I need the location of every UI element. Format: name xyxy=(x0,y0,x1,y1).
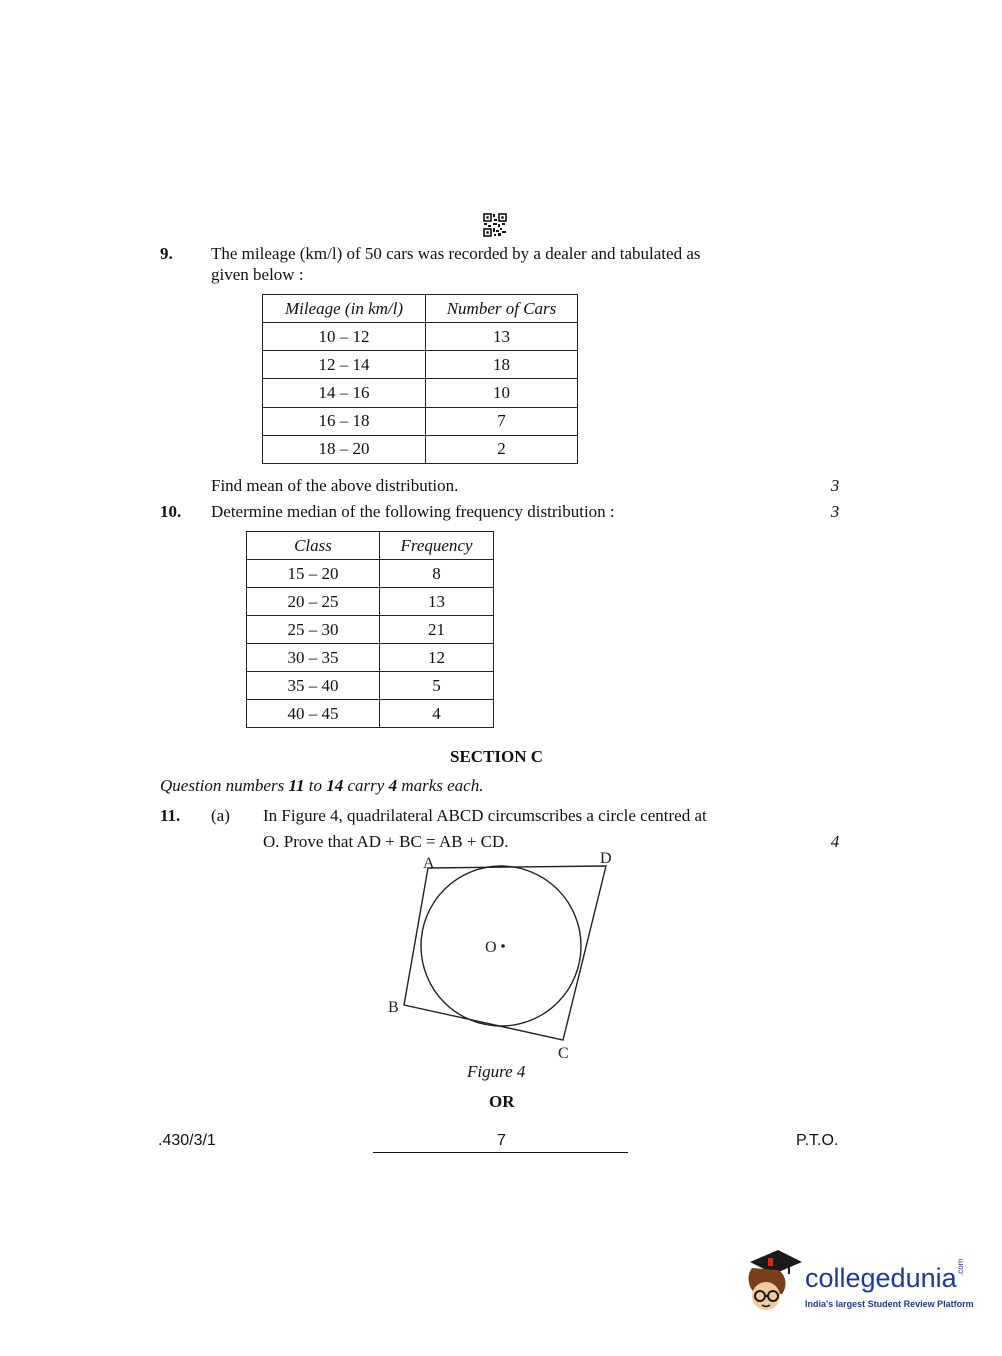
brand-name: collegedunia xyxy=(805,1263,957,1293)
frequency-table xyxy=(246,531,494,728)
table-cell: 35 – 40 xyxy=(247,672,380,700)
section-title: SECTION C xyxy=(450,747,544,766)
table-cell: 4 xyxy=(380,700,494,728)
table-cell: 12 xyxy=(380,644,494,672)
table-cell: 30 – 35 xyxy=(247,644,380,672)
mileage-table xyxy=(262,294,578,464)
question-text: Find mean of the above distribution. xyxy=(211,476,459,495)
inscribed-circle xyxy=(421,866,581,1026)
brand-com: .com xyxy=(956,1258,965,1276)
center-point xyxy=(501,944,505,948)
table-cell: 20 – 25 xyxy=(247,588,380,616)
section-note-text: Question numbers xyxy=(160,776,289,795)
table-row xyxy=(247,672,494,700)
paper-code: .430/3/1 xyxy=(158,1132,216,1149)
question-number: 11. xyxy=(160,806,181,825)
marks: 3 xyxy=(830,476,840,495)
table-row xyxy=(263,379,578,407)
question-number: 9. xyxy=(160,244,173,263)
figure-caption: Figure 4 xyxy=(467,1062,526,1081)
section-note-number: 14 xyxy=(326,776,344,795)
question-part: (a) xyxy=(211,806,230,825)
table-cell: 10 – 12 xyxy=(263,323,426,351)
question-text: O. Prove that AD + BC = AB + CD. xyxy=(263,832,509,851)
table-cell: 2 xyxy=(426,435,578,463)
vertex-label-a: A xyxy=(423,855,435,872)
table-row xyxy=(247,616,494,644)
table-row xyxy=(247,588,494,616)
table-cell: 18 xyxy=(426,351,578,379)
vertex-label-d: D xyxy=(600,850,612,867)
marks: 3 xyxy=(830,502,840,521)
table-cell: 25 – 30 xyxy=(247,616,380,644)
table-row xyxy=(247,560,494,588)
question-text: given below : xyxy=(211,265,304,284)
question-text: Determine median of the following frequency distribution : xyxy=(211,502,615,521)
table-cell: 12 – 14 xyxy=(263,351,426,379)
vertex-label-c: C xyxy=(558,1045,569,1062)
table-header-row xyxy=(247,532,494,560)
table-header: Mileage (in km/l) xyxy=(263,295,426,323)
table-cell: 7 xyxy=(426,407,578,435)
table-cell: 21 xyxy=(380,616,494,644)
table-cell: 5 xyxy=(380,672,494,700)
center-label-o: O xyxy=(485,939,497,956)
vertex-label-b: B xyxy=(388,999,399,1016)
brand-tagline: India's largest Student Review Platform xyxy=(805,1299,974,1309)
table-row xyxy=(263,435,578,463)
question-number: 10. xyxy=(160,502,182,521)
qr-code-icon xyxy=(483,213,507,237)
section-note-number: 11 xyxy=(288,776,305,795)
table-cell: 15 – 20 xyxy=(247,560,380,588)
table-cell: 8 xyxy=(380,560,494,588)
section-note-text: carry xyxy=(343,776,389,795)
footer-rule xyxy=(373,1152,628,1153)
table-row xyxy=(263,407,578,435)
section-note xyxy=(160,776,483,796)
section-note-text: marks each. xyxy=(397,776,484,795)
pto-label: P.T.O. xyxy=(796,1132,839,1149)
quadrilateral-abcd xyxy=(404,866,606,1040)
table-header: Frequency xyxy=(380,532,494,560)
table-row xyxy=(247,700,494,728)
table-cell: 13 xyxy=(380,588,494,616)
table-cell: 18 – 20 xyxy=(263,435,426,463)
table-row xyxy=(263,323,578,351)
table-header-row xyxy=(263,295,578,323)
page-number: 7 xyxy=(497,1132,506,1149)
table-header: Class xyxy=(247,532,380,560)
table-header: Number of Cars xyxy=(426,295,578,323)
collegedunia-mascot-logo xyxy=(742,1248,804,1320)
section-note-text: to xyxy=(304,776,327,795)
question-text: The mileage (km/l) of 50 cars was recorded by a dealer and tabulated as xyxy=(211,244,701,263)
or-separator: OR xyxy=(489,1092,515,1111)
table-row xyxy=(247,644,494,672)
section-note-number: 4 xyxy=(388,776,398,795)
table-cell: 14 – 16 xyxy=(263,379,426,407)
table-cell: 10 xyxy=(426,379,578,407)
table-row xyxy=(263,351,578,379)
table-cell: 16 – 18 xyxy=(263,407,426,435)
question-text: In Figure 4, quadrilateral ABCD circumscribes a circle centred at xyxy=(263,806,707,825)
table-cell: 13 xyxy=(426,323,578,351)
marks: 4 xyxy=(830,832,840,851)
figure-4-diagram xyxy=(380,848,630,1063)
table-cell: 40 – 45 xyxy=(247,700,380,728)
